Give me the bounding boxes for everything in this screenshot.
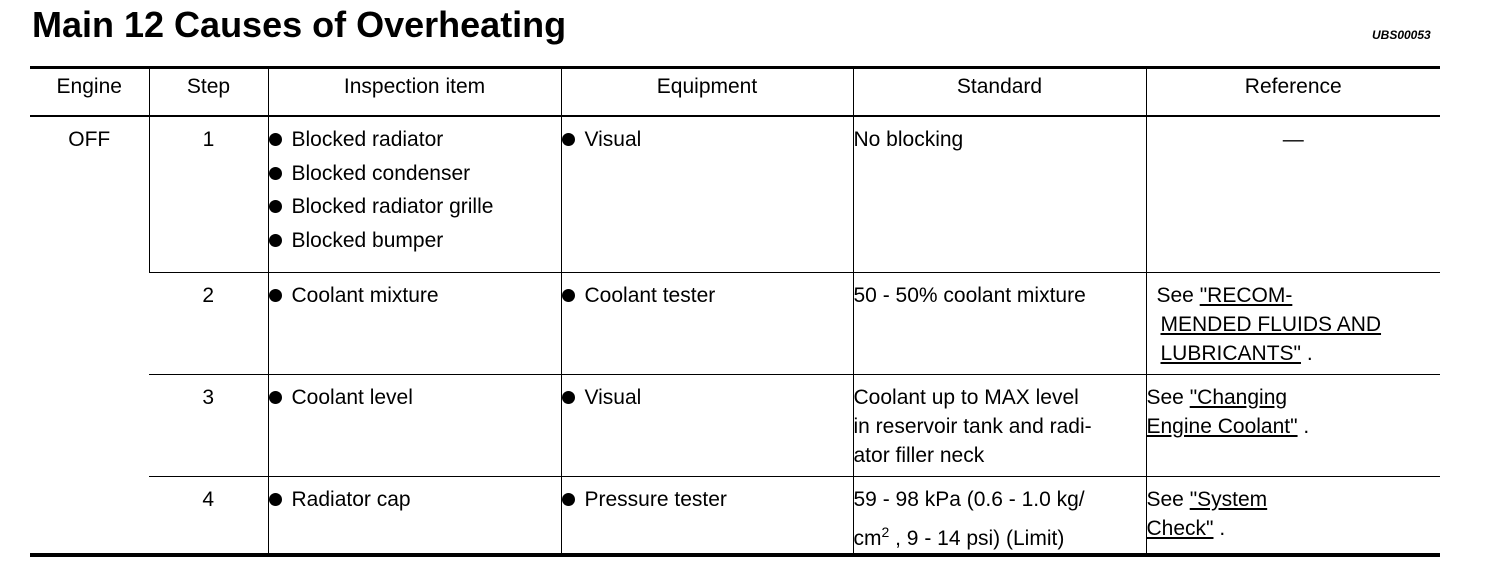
list-item [562, 121, 853, 159]
reference-cell [1146, 476, 1440, 555]
standard-unit: cm [853, 526, 882, 550]
list-item [269, 155, 561, 193]
standard-cell [853, 272, 1146, 374]
step-cell: 3 [202, 385, 215, 409]
equipment-text: Coolant tester [584, 283, 716, 307]
reference-link[interactable]: "System [1189, 487, 1268, 511]
inspection-item-text: Blocked bumper [291, 228, 444, 252]
equipment-cell [561, 272, 853, 374]
inspection-cell [268, 272, 561, 374]
bullet-icon [269, 289, 282, 302]
equipment-cell [561, 374, 853, 476]
inspection-item-text: Radiator cap [291, 487, 411, 511]
standard-text: in reservoir tank and radi- [853, 414, 1092, 438]
reference-suffix: . [1297, 414, 1310, 438]
header-inspection-item: Inspection item [268, 68, 561, 117]
reference-prefix: See [1146, 487, 1190, 511]
header-engine: Engine [56, 75, 122, 98]
reference-link[interactable]: LUBRICANTS" [1160, 341, 1301, 365]
bullet-icon [269, 234, 282, 247]
header-row [30, 68, 1440, 117]
reference-link[interactable]: MENDED FLUIDS AND [1160, 312, 1382, 336]
equipment-text: Pressure tester [584, 487, 727, 511]
page-title: Main 12 Causes of Overheating [32, 4, 567, 45]
standard-text: 59 - 98 kPa (0.6 - 1.0 kg/ [853, 487, 1085, 511]
standard-cell [853, 116, 1146, 272]
bullet-icon [562, 493, 575, 506]
standard-text: No blocking [853, 128, 964, 151]
list-item [269, 188, 561, 226]
list-item [269, 379, 561, 417]
header-reference: Reference [1146, 68, 1440, 117]
bullet-icon [269, 200, 282, 213]
list-item [269, 222, 561, 260]
header-equipment: Equipment [561, 68, 853, 117]
list-item [269, 121, 561, 159]
bullet-icon [562, 133, 575, 146]
step-cell: 2 [202, 283, 215, 307]
step-cell: 4 [202, 487, 215, 511]
inspection-item-text: Coolant level [291, 385, 413, 409]
reference-link[interactable]: "RECOM- [1199, 283, 1293, 307]
reference-prefix: See [1146, 385, 1190, 409]
equipment-cell [561, 476, 853, 555]
inspection-item-text: Blocked condenser [291, 161, 471, 185]
bullet-icon [562, 289, 575, 302]
engine-cell: OFF [68, 128, 111, 151]
bullet-icon [562, 391, 575, 404]
table-row [30, 116, 1440, 272]
list-item [562, 379, 853, 417]
reference-prefix: See [1156, 283, 1200, 307]
document-code: UBS00053 [1372, 28, 1431, 42]
equipment-text: Visual [584, 385, 642, 409]
equipment-cell [561, 116, 853, 272]
bullet-icon [269, 167, 282, 180]
standard-cell [853, 476, 1146, 555]
standard-text: , 9 - 14 psi) (Limit) [889, 526, 1065, 550]
bullet-icon [269, 391, 282, 404]
reference-link[interactable]: Engine Coolant" [1146, 414, 1298, 438]
table-row [30, 272, 1440, 374]
list-item [562, 481, 853, 519]
standard-superscript: 2 [881, 523, 890, 540]
overheating-causes-table [30, 66, 1440, 557]
reference-cell [1146, 374, 1440, 476]
header-step: Step [149, 68, 268, 117]
list-item [562, 277, 853, 315]
inspection-item-text: Coolant mixture [291, 283, 439, 307]
reference-cell [1146, 272, 1440, 374]
header-standard: Standard [853, 68, 1146, 117]
standard-text: Coolant up to MAX level [853, 385, 1079, 409]
standard-text: 50 - 50% coolant mixture [853, 283, 1086, 307]
bullet-icon [269, 493, 282, 506]
reference-suffix: . [1213, 516, 1226, 540]
inspection-cell [268, 476, 561, 555]
equipment-text: Visual [584, 128, 642, 152]
step-cell: 1 [149, 116, 268, 272]
list-item [269, 481, 561, 519]
table-row [30, 476, 1440, 555]
bullet-icon [269, 133, 282, 146]
reference-suffix: . [1300, 341, 1313, 365]
reference-link[interactable]: "Changing [1189, 385, 1288, 409]
inspection-cell [268, 116, 561, 272]
inspection-cell [268, 374, 561, 476]
standard-text: ator filler neck [853, 443, 985, 467]
standard-cell [853, 374, 1146, 476]
reference-cell [1146, 116, 1440, 272]
reference-link[interactable]: Check" [1146, 516, 1214, 540]
reference-text: — [1282, 128, 1304, 151]
inspection-item-text: Blocked radiator [291, 128, 444, 152]
table-row [30, 374, 1440, 476]
list-item [269, 277, 561, 315]
inspection-item-text: Blocked radiator grille [291, 195, 494, 219]
